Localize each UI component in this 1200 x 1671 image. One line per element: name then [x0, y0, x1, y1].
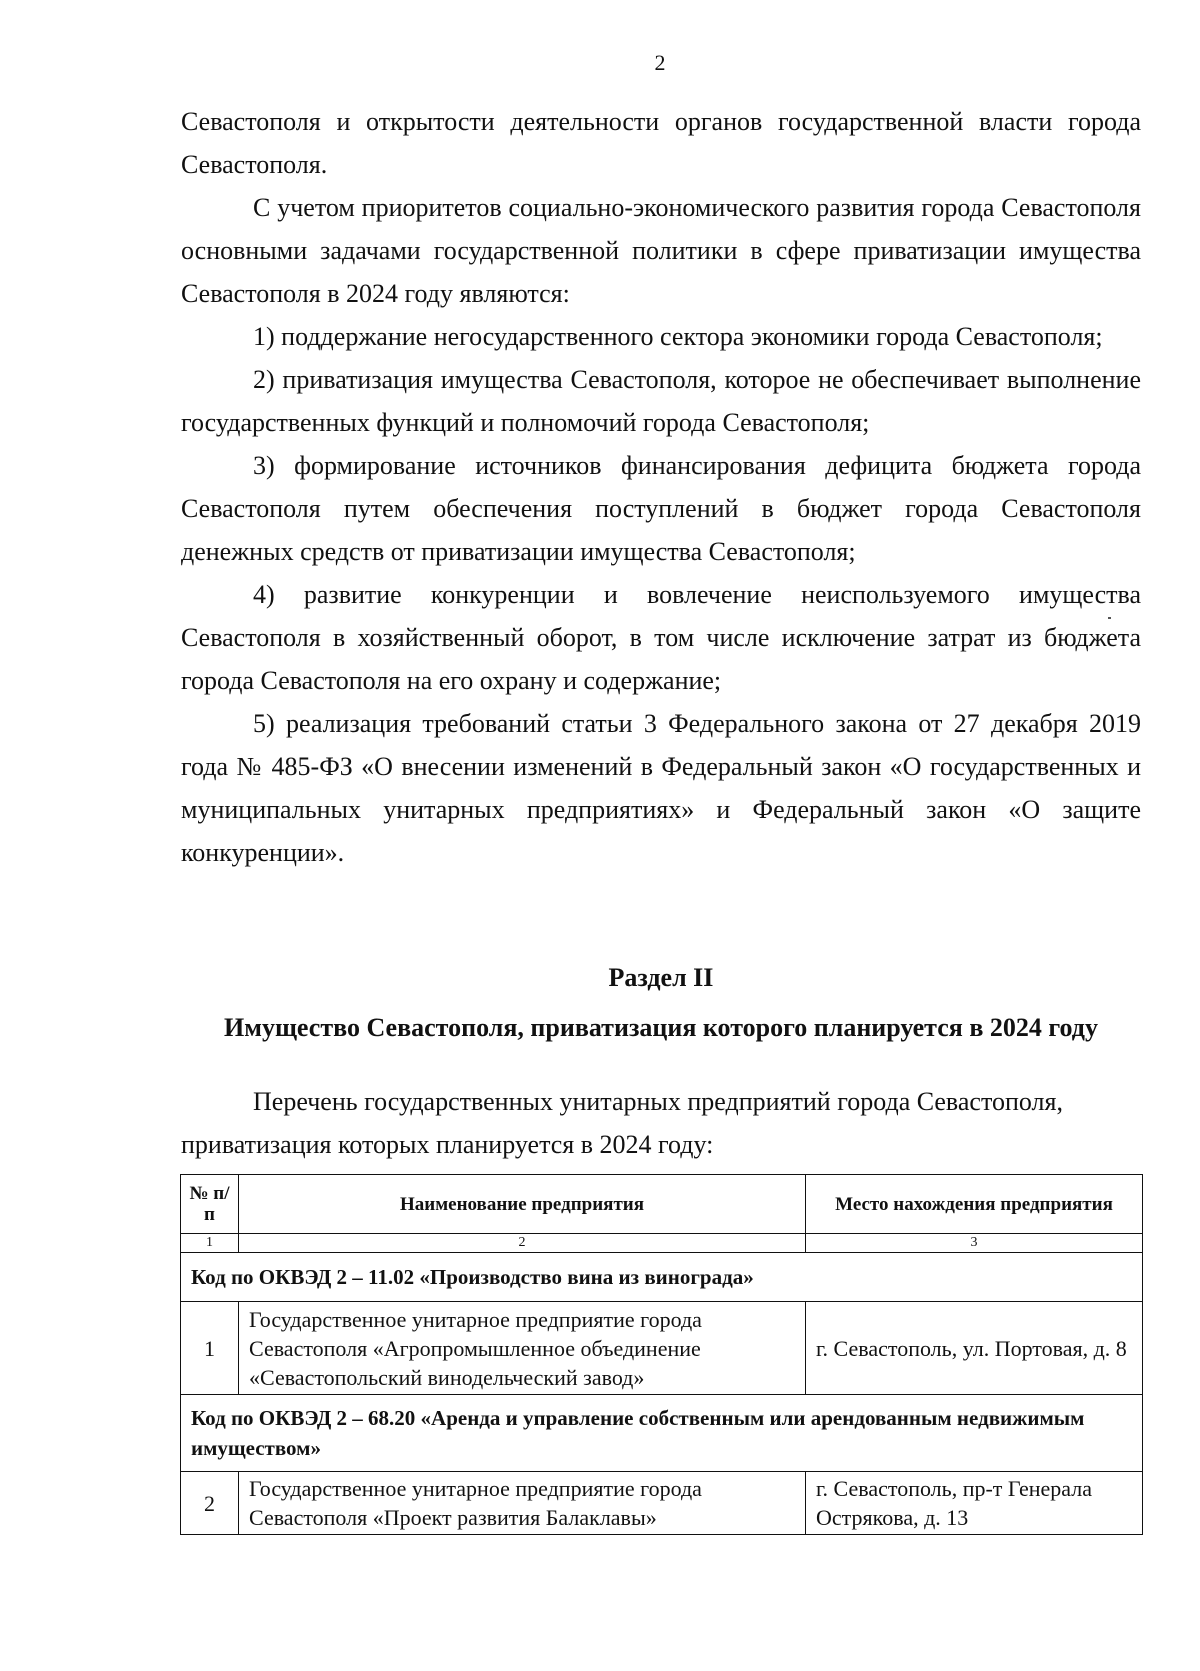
enterprises-table: [180, 1174, 1143, 1535]
row-number: 1: [181, 1302, 239, 1395]
table-row: [181, 1302, 1143, 1395]
row-number: 2: [181, 1472, 239, 1535]
header-num: № п/п: [181, 1175, 239, 1234]
list-item-4: 4) развитие конкуренции и вовлечение неиспользуемого имущества Севастополя в хозяйственный оборот, в том числе исключение затрат из бюджета города Севастополя на его охрану и содержание;: [181, 580, 1141, 695]
column-number: 1: [181, 1234, 239, 1253]
list-item-3: 3) формирование источников финансирования дефицита бюджета города Севастополя путем обеспечения поступлений в бюджет города Севастополя денежных средств от приватизации имущества Севастополя;: [181, 451, 1141, 566]
enterprise-location: г. Севастополь, ул. Портовая, д. 8: [806, 1302, 1143, 1395]
table-header-row: [181, 1175, 1143, 1234]
body-text: [181, 100, 1141, 874]
okved-group-row: [181, 1253, 1143, 1302]
section-number: Раздел II: [608, 963, 714, 992]
paragraph-tasks-intro: С учетом приоритетов социально-экономического развития города Севастополя основными задачами государственной политики в сфере приватизации имущества Севастополя в 2024 году являются:: [181, 193, 1141, 308]
enterprise-name: Государственное унитарное предприятие города Севастополя «Проект развития Балаклавы»: [239, 1472, 806, 1535]
table-row: [181, 1472, 1143, 1535]
table-intro-text: Перечень государственных унитарных предприятий города Севастополя, приватизация которых планируется в 2024 году:: [181, 1087, 1063, 1159]
okved-group-row: [181, 1395, 1143, 1472]
table-intro: [181, 1080, 1141, 1166]
column-numbers-row: [181, 1234, 1143, 1253]
okved-code: Код по ОКВЭД 2 – 68.20 «Аренда и управление собственным или арендованным недвижимым имуществом»: [181, 1395, 1143, 1472]
list-item-5: 5) реализация требований статьи 3 Федерального закона от 27 декабря 2019 года № 485-ФЗ «О внесении изменений в Федеральный закон «О государственных и муниципальных унитарных предприятиях» и Федеральный закон «О защите конкуренции».: [181, 709, 1141, 867]
column-number: 3: [806, 1234, 1143, 1253]
header-name: Наименование предприятия: [239, 1175, 806, 1234]
column-number: 2: [239, 1234, 806, 1253]
enterprise-location: г. Севастополь, пр-т Генерала Острякова, д. 13: [806, 1472, 1143, 1535]
paragraph-continuation: Севастополя и открытости деятельности органов государственной власти города Севастополя.: [181, 107, 1141, 179]
section-title: Имущество Севастополя, приватизация которого планируется в 2024 году: [224, 1013, 1098, 1042]
list-item-2: 2) приватизация имущества Севастополя, которое не обеспечивает выполнение государственных функций и полномочий города Севастополя;: [181, 365, 1141, 437]
scan-speck: [1108, 617, 1111, 619]
page-number: 2: [654, 50, 666, 75]
okved-code: Код по ОКВЭД 2 – 11.02 «Производство вина из винограда»: [181, 1253, 1143, 1302]
list-item-1: 1) поддержание негосударственного сектора экономики города Севастополя;: [253, 322, 1103, 351]
enterprise-name: Государственное унитарное предприятие города Севастополя «Агропромышленное объединение «Севастопольский винодельческий завод»: [239, 1302, 806, 1395]
header-location: Место нахождения предприятия: [806, 1175, 1143, 1234]
